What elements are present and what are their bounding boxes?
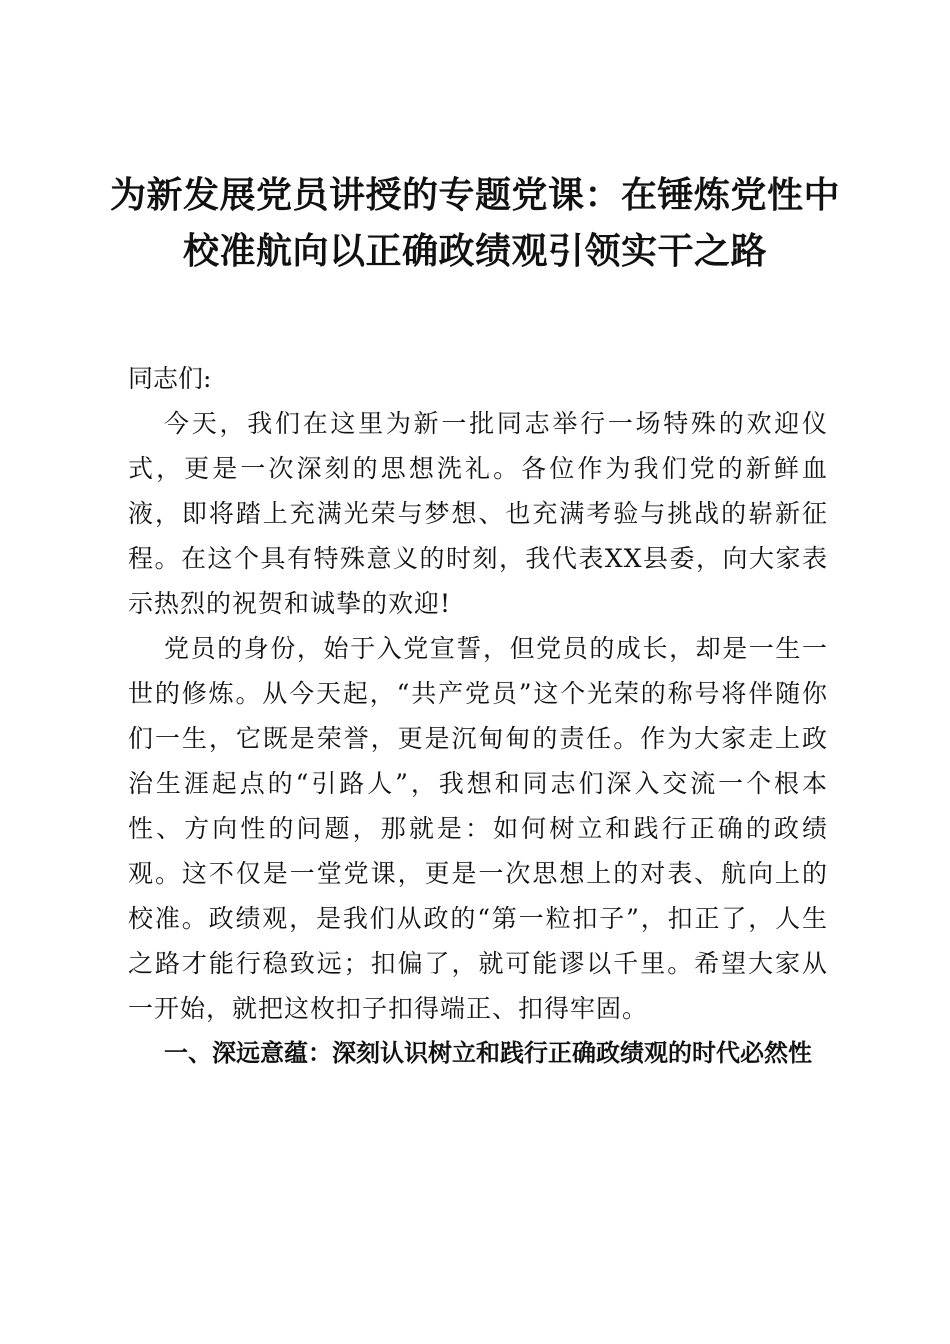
paragraph-party-identity: 党员的身份，始于入党宣誓，但党员的成长，却是一生一世的修炼。从今天起，“共产党员”这个光荣的称号将伴随你们一生，它既是荣誉，更是沉甸甸的责任。作为大家走上政治生涯起点的“引路人”，我想和同志们深入交流一个根本性、方向性的问题，那就是：如何树立和践行正确的政绩观。这不仅是一堂党课，更是一次思想上的对表、航向上的校准。政绩观，是我们从政的“第一粒扣子”，扣正了，人生之路才能行稳致远；扣偏了，就可能谬以千里。希望大家从一开始，就把这枚扣子扣得端正、扣得牢固。	[128, 634, 828, 1023]
paragraph-welcome: 今天，我们在这里为新一批同志举行一场特殊的欢迎仪式，更是一次深刻的思想洗礼。各位作为我们党的新鲜血液，即将踏上充满光荣与梦想、也充满考验与挑战的崭新征程。在这个具有特殊意义的时刻，我代表XX县委，向大家表示热烈的祝贺和诚挚的欢迎!	[128, 409, 828, 618]
title-line-2: 校准航向以正确政绩观引领实干之路	[182, 231, 767, 272]
section-heading: 一、深远意蕴：深刻认识树立和践行正确政绩观的时代必然性	[164, 1039, 812, 1067]
title-line-1: 为新发展党员讲授的专题党课：在锤炼党性中	[109, 175, 840, 216]
document-title	[100, 168, 850, 280]
greeting: 同志们:	[128, 364, 212, 393]
document-body	[128, 356, 828, 1076]
